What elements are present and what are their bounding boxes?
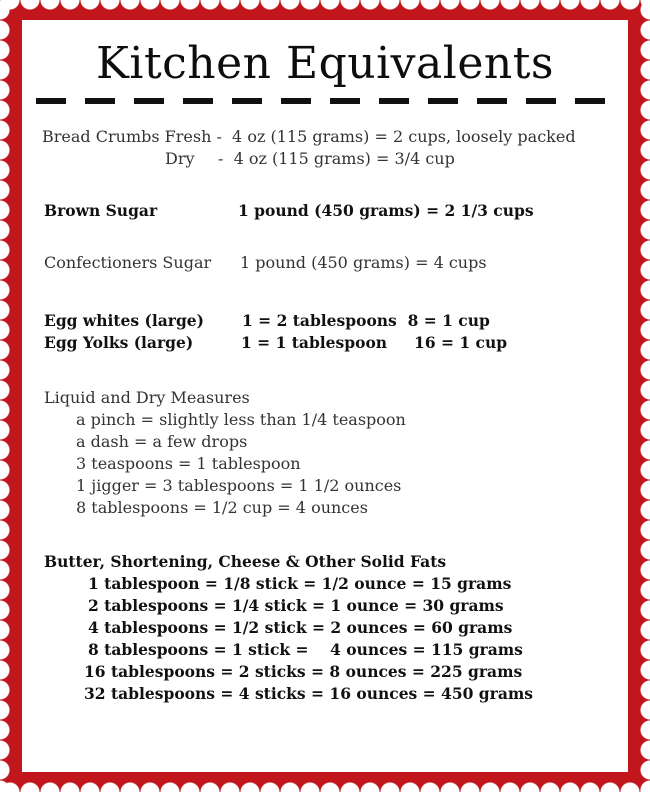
list-item: 4 tablespoons = 1/2 stick = 2 ounces = 60 grams <box>88 618 513 637</box>
confectioners-sugar-label: Confectioners Sugar <box>44 253 212 272</box>
list-item: 16 tablespoons = 2 sticks = 8 ounces = 225 grams <box>84 662 523 681</box>
bread-crumbs-dry-value: - 4 oz (115 grams) = 3/4 cup <box>218 149 455 168</box>
solid-fats-heading: Butter, Shortening, Cheese & Other Solid Fats <box>44 552 447 571</box>
list-item: 1 tablespoon = 1/8 stick = 1/2 ounce = 15 grams <box>88 574 512 593</box>
list-item: 3 teaspoons = 1 tablespoon <box>76 454 301 473</box>
brown-sugar-value: 1 pound (450 grams) = 2 1/3 cups <box>238 201 534 220</box>
egg-yolks-label: Egg Yolks (large) <box>44 333 194 352</box>
scallop-edge-left <box>0 0 14 792</box>
list-item: a dash = a few drops <box>76 432 248 451</box>
bread-crumbs-dry-label: Dry <box>165 149 195 168</box>
bread-crumbs-fresh: Bread Crumbs Fresh - 4 oz (115 grams) = 2 cups, loosely packed <box>42 127 576 146</box>
list-item: 2 tablespoons = 1/4 stick = 1 ounce = 30 grams <box>88 596 504 615</box>
egg-yolks-value: 1 = 1 tablespoon 16 = 1 cup <box>241 333 508 352</box>
scallop-edge-top <box>0 0 650 14</box>
card-content <box>22 20 628 772</box>
egg-whites-label: Egg whites (large) <box>44 311 204 330</box>
page-title: Kitchen Equivalents <box>96 38 554 89</box>
list-item: 8 tablespoons = 1/2 cup = 4 ounces <box>76 498 368 517</box>
egg-whites-value: 1 = 2 tablespoons 8 = 1 cup <box>242 311 490 330</box>
scallop-edge-right <box>636 0 650 792</box>
list-item: 1 jigger = 3 tablespoons = 1 1/2 ounces <box>76 476 402 495</box>
liquid-dry-heading: Liquid and Dry Measures <box>44 388 250 407</box>
confectioners-sugar-value: 1 pound (450 grams) = 4 cups <box>240 253 487 272</box>
dashed-divider <box>36 98 622 104</box>
list-item: 32 tablespoons = 4 sticks = 16 ounces = 450 grams <box>84 684 533 703</box>
brown-sugar-label: Brown Sugar <box>44 201 158 220</box>
list-item: a pinch = slightly less than 1/4 teaspoon <box>76 410 406 429</box>
list-item: 8 tablespoons = 1 stick = 4 ounces = 115 grams <box>88 640 523 659</box>
scallop-edge-bottom <box>0 778 650 792</box>
